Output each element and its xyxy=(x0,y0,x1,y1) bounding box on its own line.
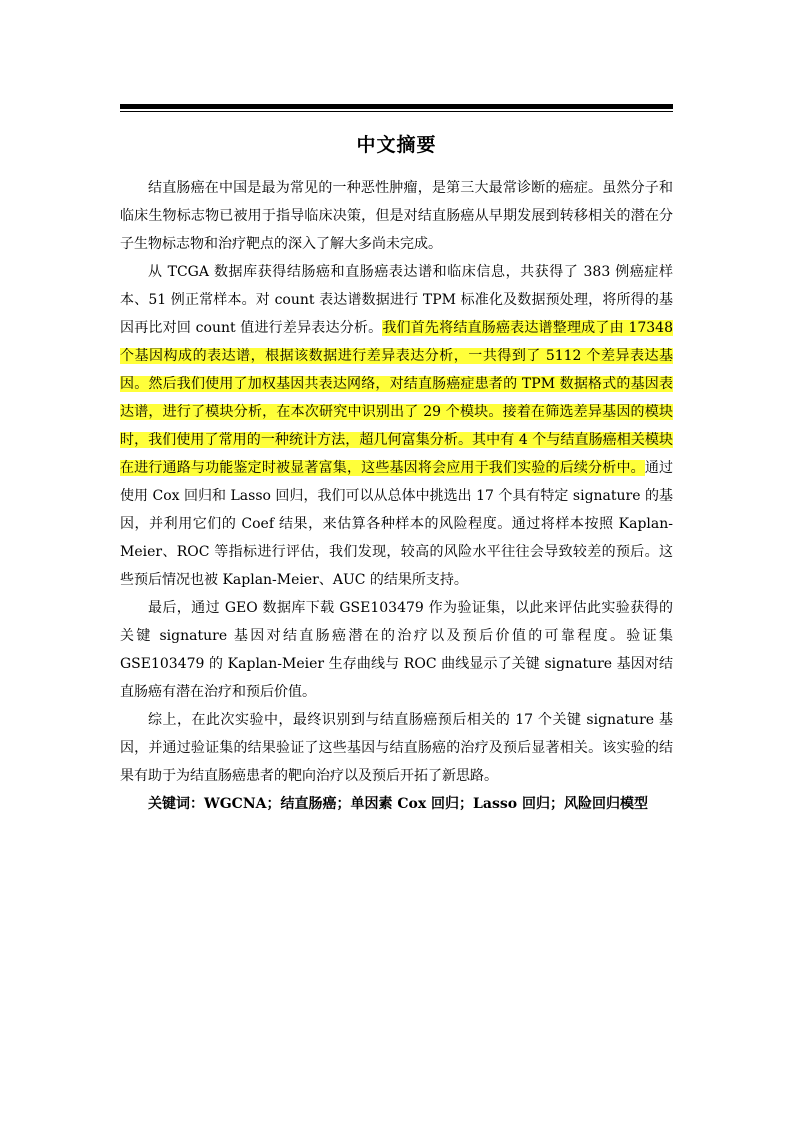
keywords-label: 关键词： xyxy=(148,796,204,812)
header-rule-thin xyxy=(120,111,673,112)
methods-text-post: 通过使用 Cox 回归和 Lasso 回归，我们可以从总体中挑选出 17 个具有特定 signature 的基因，并利用它们的 Coef 结果，来估算各种样本的风险程度。通过将样本按照 Kaplan-Meier、ROC 等指标进行评估，我们发现，较高的风险水平往往会导致较差的预后。这些预后情况也被 Kaplan-Meier、AUC 的结果所支持。 xyxy=(120,460,674,588)
paragraph-methods xyxy=(120,258,673,594)
paragraph-intro: 结直肠癌在中国是最为常见的一种恶性肿瘤，是第三大最常诊断的癌症。虽然分子和临床生物标志物已被用于指导临床决策，但是对结直肠癌从早期发展到转移相关的潜在分子生物标志物和治疗靶点的深入了解大多尚未完成。 xyxy=(120,180,673,252)
paragraph-validation: 最后，通过 GEO 数据库下载 GSE103479 作为验证集，以此来评估此实验获得的关键 signature 基因对结直肠癌潜在的治疗以及预后价值的可靠程度。验证集 GSE103479 的 Kaplan-Meier 生存曲线与 ROC 曲线显示了关键 signature 基因对结直肠癌有潜在治疗和预后价值。 xyxy=(120,600,673,700)
abstract-body xyxy=(120,174,673,818)
page-title: 中文摘要 xyxy=(356,134,437,156)
paragraph-conclusion: 综上，在此次实验中，最终识别到与结直肠癌预后相关的 17 个关键 signature 基因，并通过验证集的结果验证了这些基因与结直肠癌的治疗及预后显著相关。该实验的结果有助于为结直肠癌患者的靶向治疗以及预后开拓了新思路。 xyxy=(120,712,673,784)
highlighted-text: 我们首先将结直肠癌表达谱整理成了由 17348 个基因构成的表达谱，根据该数据进行差异表达分析，一共得到了 5112 个差异表达基因。然后我们使用了加权基因共表达网络，对结直肠癌症患者的 TPM 数据格式的基因表达谱，进行了模块分析，在本次研究中识别出了 29 个模块。接着在筛选差异基因的模块时，我们使用了常用的一种统计方法，超几何富集分析。其中有 4 个与结直肠癌相关模块在进行通路与功能鉴定时被显著富集，这些基因将会应用于我们实验的后续分析中。 xyxy=(120,320,673,476)
header-rule xyxy=(120,104,673,109)
methods-text-pre: 从 TCGA 数据库获得结肠癌和直肠癌表达谱和临床信息，共获得了 383 例癌症样本、51 例正常样本。对 count 表达谱数据进行 TPM 标准化及数据预处理，将所得的基因再比对回 count 值进行差异表达分析。 xyxy=(120,264,673,336)
keywords-text: WGCNA；结直肠癌；单因素 Cox 回归；Lasso 回归；风险回归模型 xyxy=(204,796,648,812)
keywords-line xyxy=(120,790,673,818)
